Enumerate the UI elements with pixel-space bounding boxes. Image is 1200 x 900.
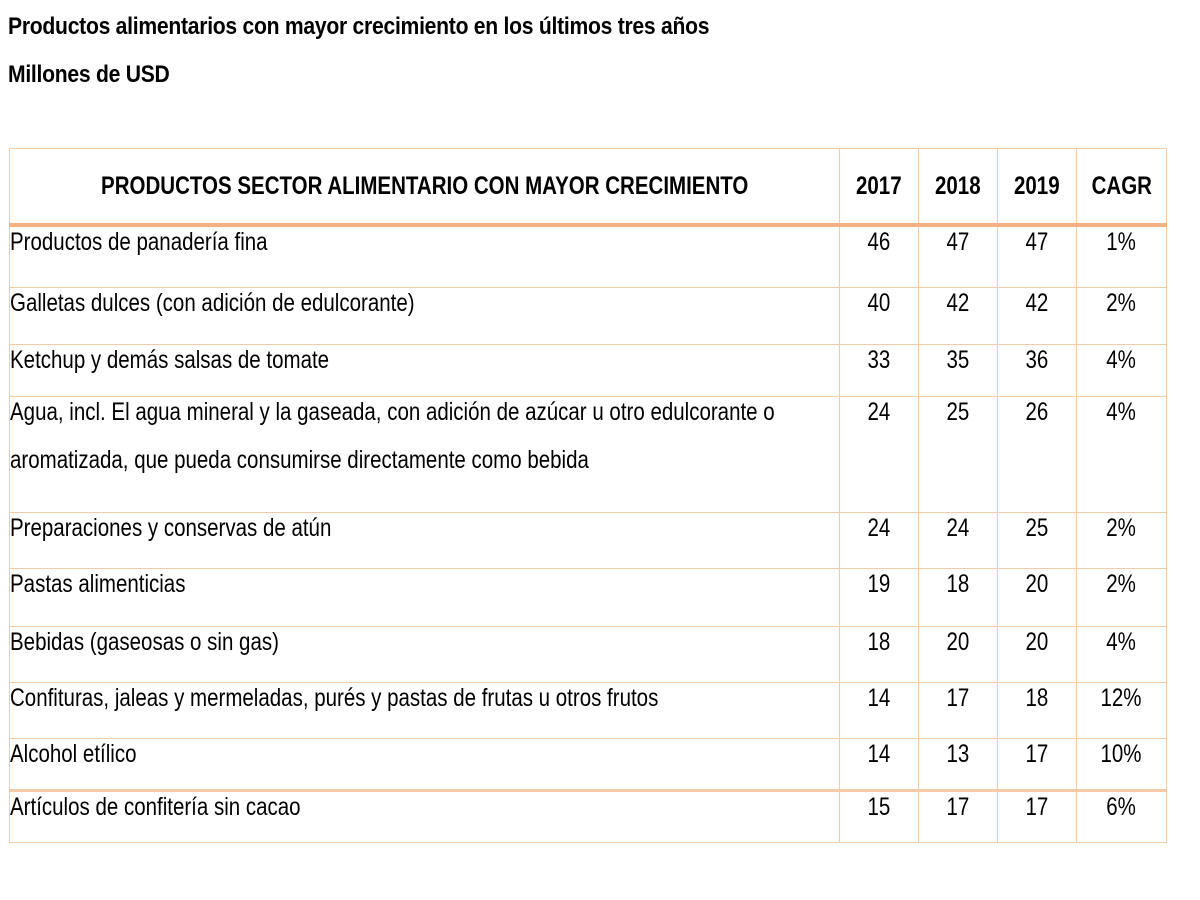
cell-2018: 42	[919, 287, 998, 344]
cell-cagr: 10%	[1077, 738, 1167, 790]
cell-2017: 24	[840, 396, 919, 512]
column-header-2017: 2017	[840, 149, 919, 226]
table-row	[10, 396, 1167, 512]
cell-2017: 19	[840, 568, 919, 626]
cell-2018: 17	[919, 790, 998, 842]
cell-cagr: 2%	[1077, 568, 1167, 626]
cell-product: Alcohol etílico	[10, 738, 840, 790]
cell-product: Confituras, jaleas y mermeladas, purés y pastas de frutas u otros frutos	[10, 682, 840, 738]
cell-2017: 40	[840, 287, 919, 344]
cell-2018: 24	[919, 512, 998, 568]
cell-product: Ketchup y demás salsas de tomate	[10, 344, 840, 396]
cell-2018: 25	[919, 396, 998, 512]
cell-2018: 17	[919, 682, 998, 738]
page-title: Productos alimentarios con mayor crecimiento en los últimos tres años	[8, 13, 710, 40]
column-header-2018: 2018	[919, 149, 998, 226]
cell-cagr: 4%	[1077, 626, 1167, 682]
cell-cagr: 6%	[1077, 790, 1167, 842]
cell-cagr: 4%	[1077, 344, 1167, 396]
table-row	[10, 738, 1167, 790]
cell-2019: 17	[998, 738, 1077, 790]
cell-2017: 14	[840, 738, 919, 790]
cell-2017: 14	[840, 682, 919, 738]
cell-product: Preparaciones y conservas de atún	[10, 512, 840, 568]
page-subtitle: Millones de USD	[8, 61, 170, 88]
cell-2019: 17	[998, 790, 1077, 842]
cell-2018: 20	[919, 626, 998, 682]
cell-2019: 47	[998, 225, 1077, 287]
cell-product: Bebidas (gaseosas o sin gas)	[10, 626, 840, 682]
table-row	[10, 626, 1167, 682]
cell-2017: 15	[840, 790, 919, 842]
column-header-2019: 2019	[998, 149, 1077, 226]
table-row	[10, 512, 1167, 568]
cell-2019: 18	[998, 682, 1077, 738]
cell-2019: 42	[998, 287, 1077, 344]
cell-product: Agua, incl. El agua mineral y la gaseada, con adición de azúcar u otro edulcorante o aromatizada, que pueda consumirse directamente como bebida	[10, 396, 840, 512]
cell-product: Productos de panadería fina	[10, 225, 840, 287]
cell-2017: 33	[840, 344, 919, 396]
cell-cagr: 2%	[1077, 512, 1167, 568]
table-row	[10, 287, 1167, 344]
cell-cagr: 2%	[1077, 287, 1167, 344]
cell-cagr: 4%	[1077, 396, 1167, 512]
cell-2019: 20	[998, 568, 1077, 626]
cell-2018: 47	[919, 225, 998, 287]
products-table	[9, 148, 1167, 843]
table-row	[10, 790, 1167, 842]
cell-product: Pastas alimenticias	[10, 568, 840, 626]
cell-2019: 36	[998, 344, 1077, 396]
cell-2018: 13	[919, 738, 998, 790]
table-row	[10, 344, 1167, 396]
table-row	[10, 682, 1167, 738]
table-row	[10, 225, 1167, 287]
cell-2018: 35	[919, 344, 998, 396]
column-header-cagr: CAGR	[1077, 149, 1167, 226]
cell-2017: 24	[840, 512, 919, 568]
table-row	[10, 568, 1167, 626]
table-header-row	[10, 149, 1167, 226]
cell-cagr: 12%	[1077, 682, 1167, 738]
cell-2017: 18	[840, 626, 919, 682]
cell-cagr: 1%	[1077, 225, 1167, 287]
cell-2019: 25	[998, 512, 1077, 568]
cell-product: Galletas dulces (con adición de edulcorante)	[10, 287, 840, 344]
column-header-product: PRODUCTOS SECTOR ALIMENTARIO CON MAYOR CRECIMIENTO	[10, 149, 840, 226]
cell-2018: 18	[919, 568, 998, 626]
cell-2019: 20	[998, 626, 1077, 682]
cell-product: Artículos de confitería sin cacao	[10, 790, 840, 842]
cell-2019: 26	[998, 396, 1077, 512]
cell-2017: 46	[840, 225, 919, 287]
